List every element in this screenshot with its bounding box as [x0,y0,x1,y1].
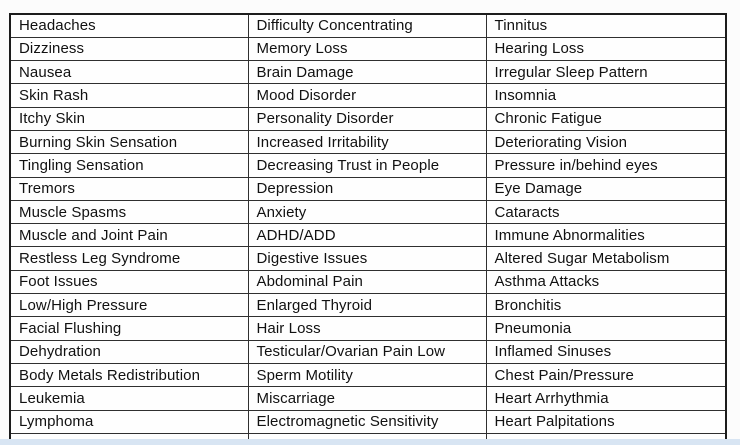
table-row [10,107,726,130]
table-row [10,363,726,386]
table-cell: Depression [248,177,486,200]
table-row [10,270,726,293]
table-cell: Skin Rash [10,84,248,107]
table-row [10,37,726,60]
table-cell: Leukemia [10,387,248,410]
symptoms-table [9,13,727,440]
table-cell: Eye Damage [486,177,726,200]
table-row [10,247,726,270]
table-row [10,387,726,410]
table-cell: Tinnitus [486,14,726,37]
table-row [10,317,726,340]
table-cell: Itchy Skin [10,107,248,130]
table-cell: Lymphoma [10,410,248,433]
table-cell: Heart Palpitations [486,410,726,433]
table-cell: Muscle and Joint Pain [10,224,248,247]
table-cell: Tingling Sensation [10,154,248,177]
table-cell: Hair Loss [248,317,486,340]
table-cell: Memory Loss [248,37,486,60]
table-row [10,294,726,317]
table-cell: Heart Arrhythmia [486,387,726,410]
table-cell: Foot Issues [10,270,248,293]
table-cell: Testicular/Ovarian Pain Low [248,340,486,363]
table-cell: ADHD/ADD [248,224,486,247]
table-cell: Difficulty Concentrating [248,14,486,37]
table-cell: Restless Leg Syndrome [10,247,248,270]
table-cell: Insomnia [486,84,726,107]
table-cell: Chronic Fatigue [486,107,726,130]
table-cell: Pressure in/behind eyes [486,154,726,177]
table-cell: Bronchitis [486,294,726,317]
table-cell: Anxiety [248,200,486,223]
table-cell: Tremors [10,177,248,200]
table-cell: Facial Flushing [10,317,248,340]
bottom-background-strip [0,439,740,445]
table-cell: Brain Damage [248,61,486,84]
table-cell: Burning Skin Sensation [10,130,248,153]
table-row [10,340,726,363]
table-cell: Dehydration [10,340,248,363]
table-row [10,61,726,84]
table-cell: Body Metals Redistribution [10,363,248,386]
table-cell: Increased Irritability [248,130,486,153]
symptoms-table-wrapper [9,13,727,440]
table-cell: Mood Disorder [248,84,486,107]
table-cell: Inflamed Sinuses [486,340,726,363]
table-cell: Dizziness [10,37,248,60]
table-cell: Altered Sugar Metabolism [486,247,726,270]
table-cell: Digestive Issues [248,247,486,270]
table-cell: Nausea [10,61,248,84]
table-cell: Asthma Attacks [486,270,726,293]
table-cell: Cataracts [486,200,726,223]
table-cell: Decreasing Trust in People [248,154,486,177]
table-row [10,177,726,200]
table-cell: Chest Pain/Pressure [486,363,726,386]
table-cell: Muscle Spasms [10,200,248,223]
table-row [10,14,726,37]
table-cell: Miscarriage [248,387,486,410]
table-cell: Irregular Sleep Pattern [486,61,726,84]
table-row [10,410,726,433]
table-cell: Low/High Pressure [10,294,248,317]
table-cell: Immune Abnormalities [486,224,726,247]
table-cell: Pneumonia [486,317,726,340]
symptoms-table-body [10,14,726,440]
table-cell: Headaches [10,14,248,37]
table-cell: Hearing Loss [486,37,726,60]
table-cell: Sperm Motility [248,363,486,386]
table-row [10,84,726,107]
table-cell: Deteriorating Vision [486,130,726,153]
table-row [10,224,726,247]
table-row [10,200,726,223]
table-cell: Personality Disorder [248,107,486,130]
table-row [10,130,726,153]
table-cell: Electromagnetic Sensitivity [248,410,486,433]
table-cell: Enlarged Thyroid [248,294,486,317]
table-row [10,154,726,177]
table-cell: Abdominal Pain [248,270,486,293]
